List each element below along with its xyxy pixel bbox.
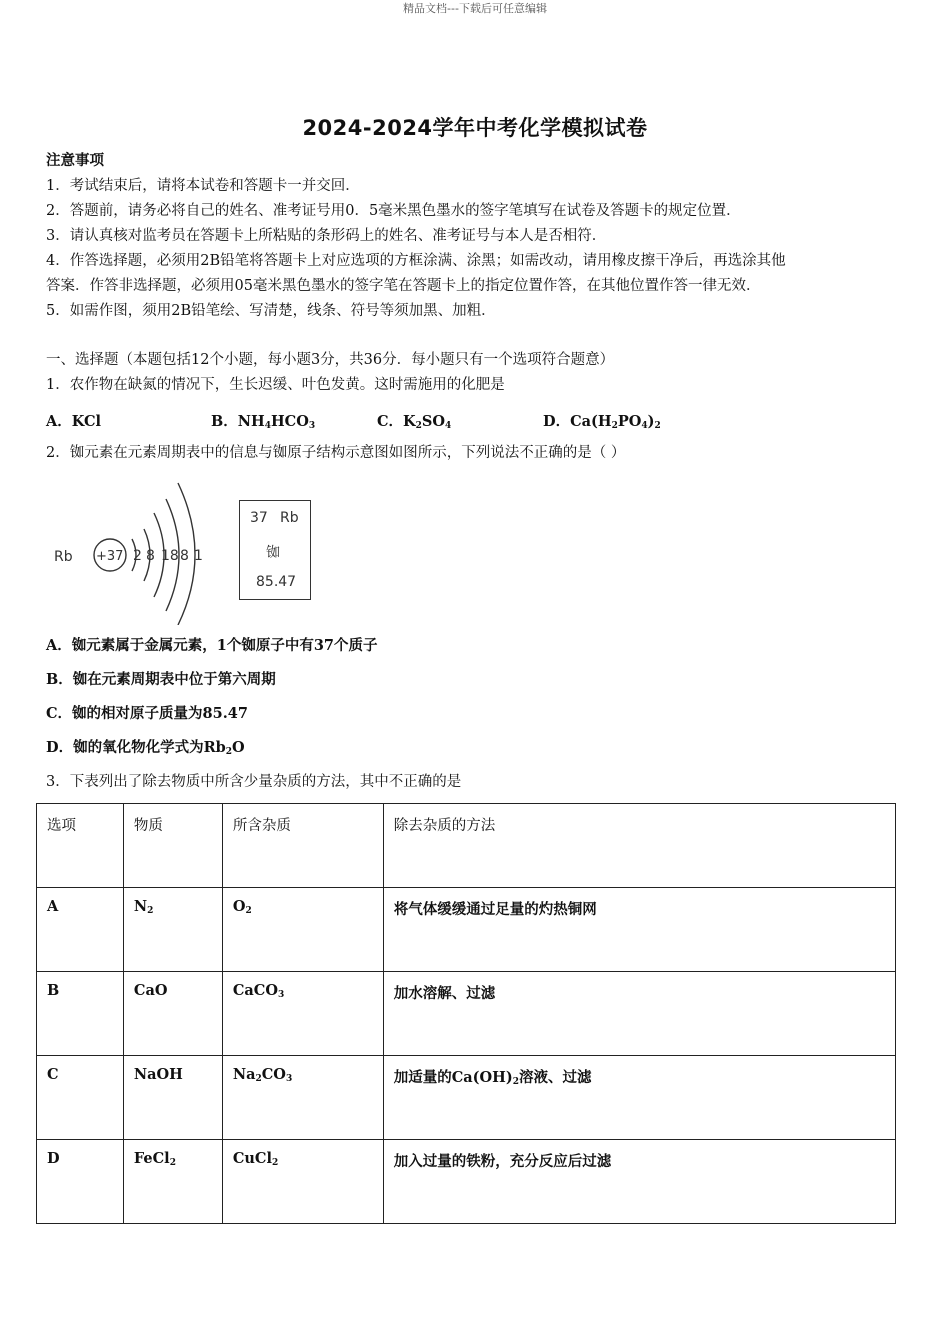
notice-heading: 注意事项 (46, 152, 104, 169)
table-header: 选项 (37, 804, 124, 888)
q2-option-c: C．铷的相对原子质量为85.47 (46, 705, 248, 722)
atom-structure-diagram (40, 475, 230, 625)
question-1-stem: 1．农作物在缺氮的情况下，生长迟缓、叶色发黄。这时需施用的化肥是 (46, 377, 505, 393)
table-cell: 加水溶解、过滤 (383, 972, 895, 1056)
q1-option-b: B．$NH_4HCO_3$ (211, 413, 316, 431)
table-cell: CaCO$_3$ (222, 972, 383, 1056)
table-cell: A (37, 888, 124, 972)
question-2-stem: 2．铷元素在元素周期表中的信息与铷原子结构示意图如图所示，下列说法不正确的是（ ） (46, 445, 626, 461)
table-cell: FeCl$_2$ (123, 1140, 222, 1224)
q1-option-d: D．$Ca(H_2PO_4)_2$ (543, 413, 661, 431)
page-title: 2024-2024学年中考化学模拟试卷 (302, 116, 648, 140)
section-heading: 一、选择题（本题包括12个小题，每小题3分，共36分．每小题只有一个选项符合题意） (46, 352, 615, 368)
table-cell: D (37, 1140, 124, 1224)
q2-option-a: A．铷元素属于金属元素，1个铷原子中有37个质子 (46, 637, 378, 654)
header-note: 精品文档---下载后可任意编辑 (403, 2, 547, 15)
q1-option-a: A．KCl (46, 413, 102, 430)
element-name: 铷 (266, 545, 280, 561)
table-header: 所含杂质 (222, 804, 383, 888)
element-card (239, 500, 311, 600)
table-row (37, 888, 896, 972)
shell-count: 2 (133, 548, 142, 564)
table-cell: 将气体缓缓通过足量的灼热铜网 (383, 888, 895, 972)
notice-item: 1．考试结束后，请将本试卷和答题卡一并交回． (46, 178, 360, 194)
notice-item: 5．如需作图，须用2B铅笔绘、写清楚，线条、符号等须加黑、加粗． (46, 303, 496, 319)
notice-item: 答案．作答非选择题，必须用05毫米黑色墨水的签字笔在答题卡上的指定位置作答，在其他位置作答一律无效． (46, 278, 761, 294)
table-header: 物质 (123, 804, 222, 888)
table-row (37, 972, 896, 1056)
q2-option-d: D．铷的氧化物化学式为$Rb_2O$ (46, 739, 245, 757)
notice-item: 2．答题前，请务必将自己的姓名、准考证号用0．5毫米黑色墨水的签字笔填写在试卷及答题卡的规定位置． (46, 203, 741, 219)
atomic-number: 37 (250, 510, 268, 526)
question-3-stem: 3．下表列出了除去物质中所含少量杂质的方法，其中不正确的是 (46, 774, 462, 790)
element-symbol: Rb (280, 510, 299, 526)
shell-count: 1 (194, 548, 203, 564)
q1-option-c: C．$K_2SO_4$ (377, 413, 452, 431)
table-cell: B (37, 972, 124, 1056)
table-cell: CaO (123, 972, 222, 1056)
table-cell: $N_2$ (123, 888, 222, 972)
table-cell: 加入过量的铁粉，充分反应后过滤 (383, 1140, 895, 1224)
table-cell: C (37, 1056, 124, 1140)
shell-count: 8 (180, 548, 189, 564)
atom-symbol: Rb (54, 549, 73, 565)
table-cell: $O_2$ (222, 888, 383, 972)
notice-item: 4．作答选择题，必须用2B铅笔将答题卡上对应选项的方框涂满、涂黑；如需改动，请用橡皮擦干净后，再选涂其他 (46, 253, 786, 269)
table-row (37, 1056, 896, 1140)
purification-table (36, 803, 896, 1224)
atomic-mass: 85.47 (256, 574, 297, 590)
table-cell: $Na_2CO_3$ (222, 1056, 383, 1140)
shell-count: 8 (146, 548, 155, 564)
shell-count: 18 (161, 548, 179, 564)
table-cell: CuCl$_2$ (222, 1140, 383, 1224)
nucleus-charge: +37 (96, 549, 124, 564)
q2-option-b: B．铷在元素周期表中位于第六周期 (46, 671, 276, 688)
table-row (37, 1140, 896, 1224)
table-cell: NaOH (123, 1056, 222, 1140)
notice-item: 3．请认真核对监考员在答题卡上所粘贴的条形码上的姓名、准考证号与本人是否相符． (46, 228, 607, 244)
table-cell: 加适量的$Ca(OH)_2$溶液、过滤 (383, 1056, 895, 1140)
table-header-row (37, 804, 896, 888)
table-header: 除去杂质的方法 (383, 804, 895, 888)
